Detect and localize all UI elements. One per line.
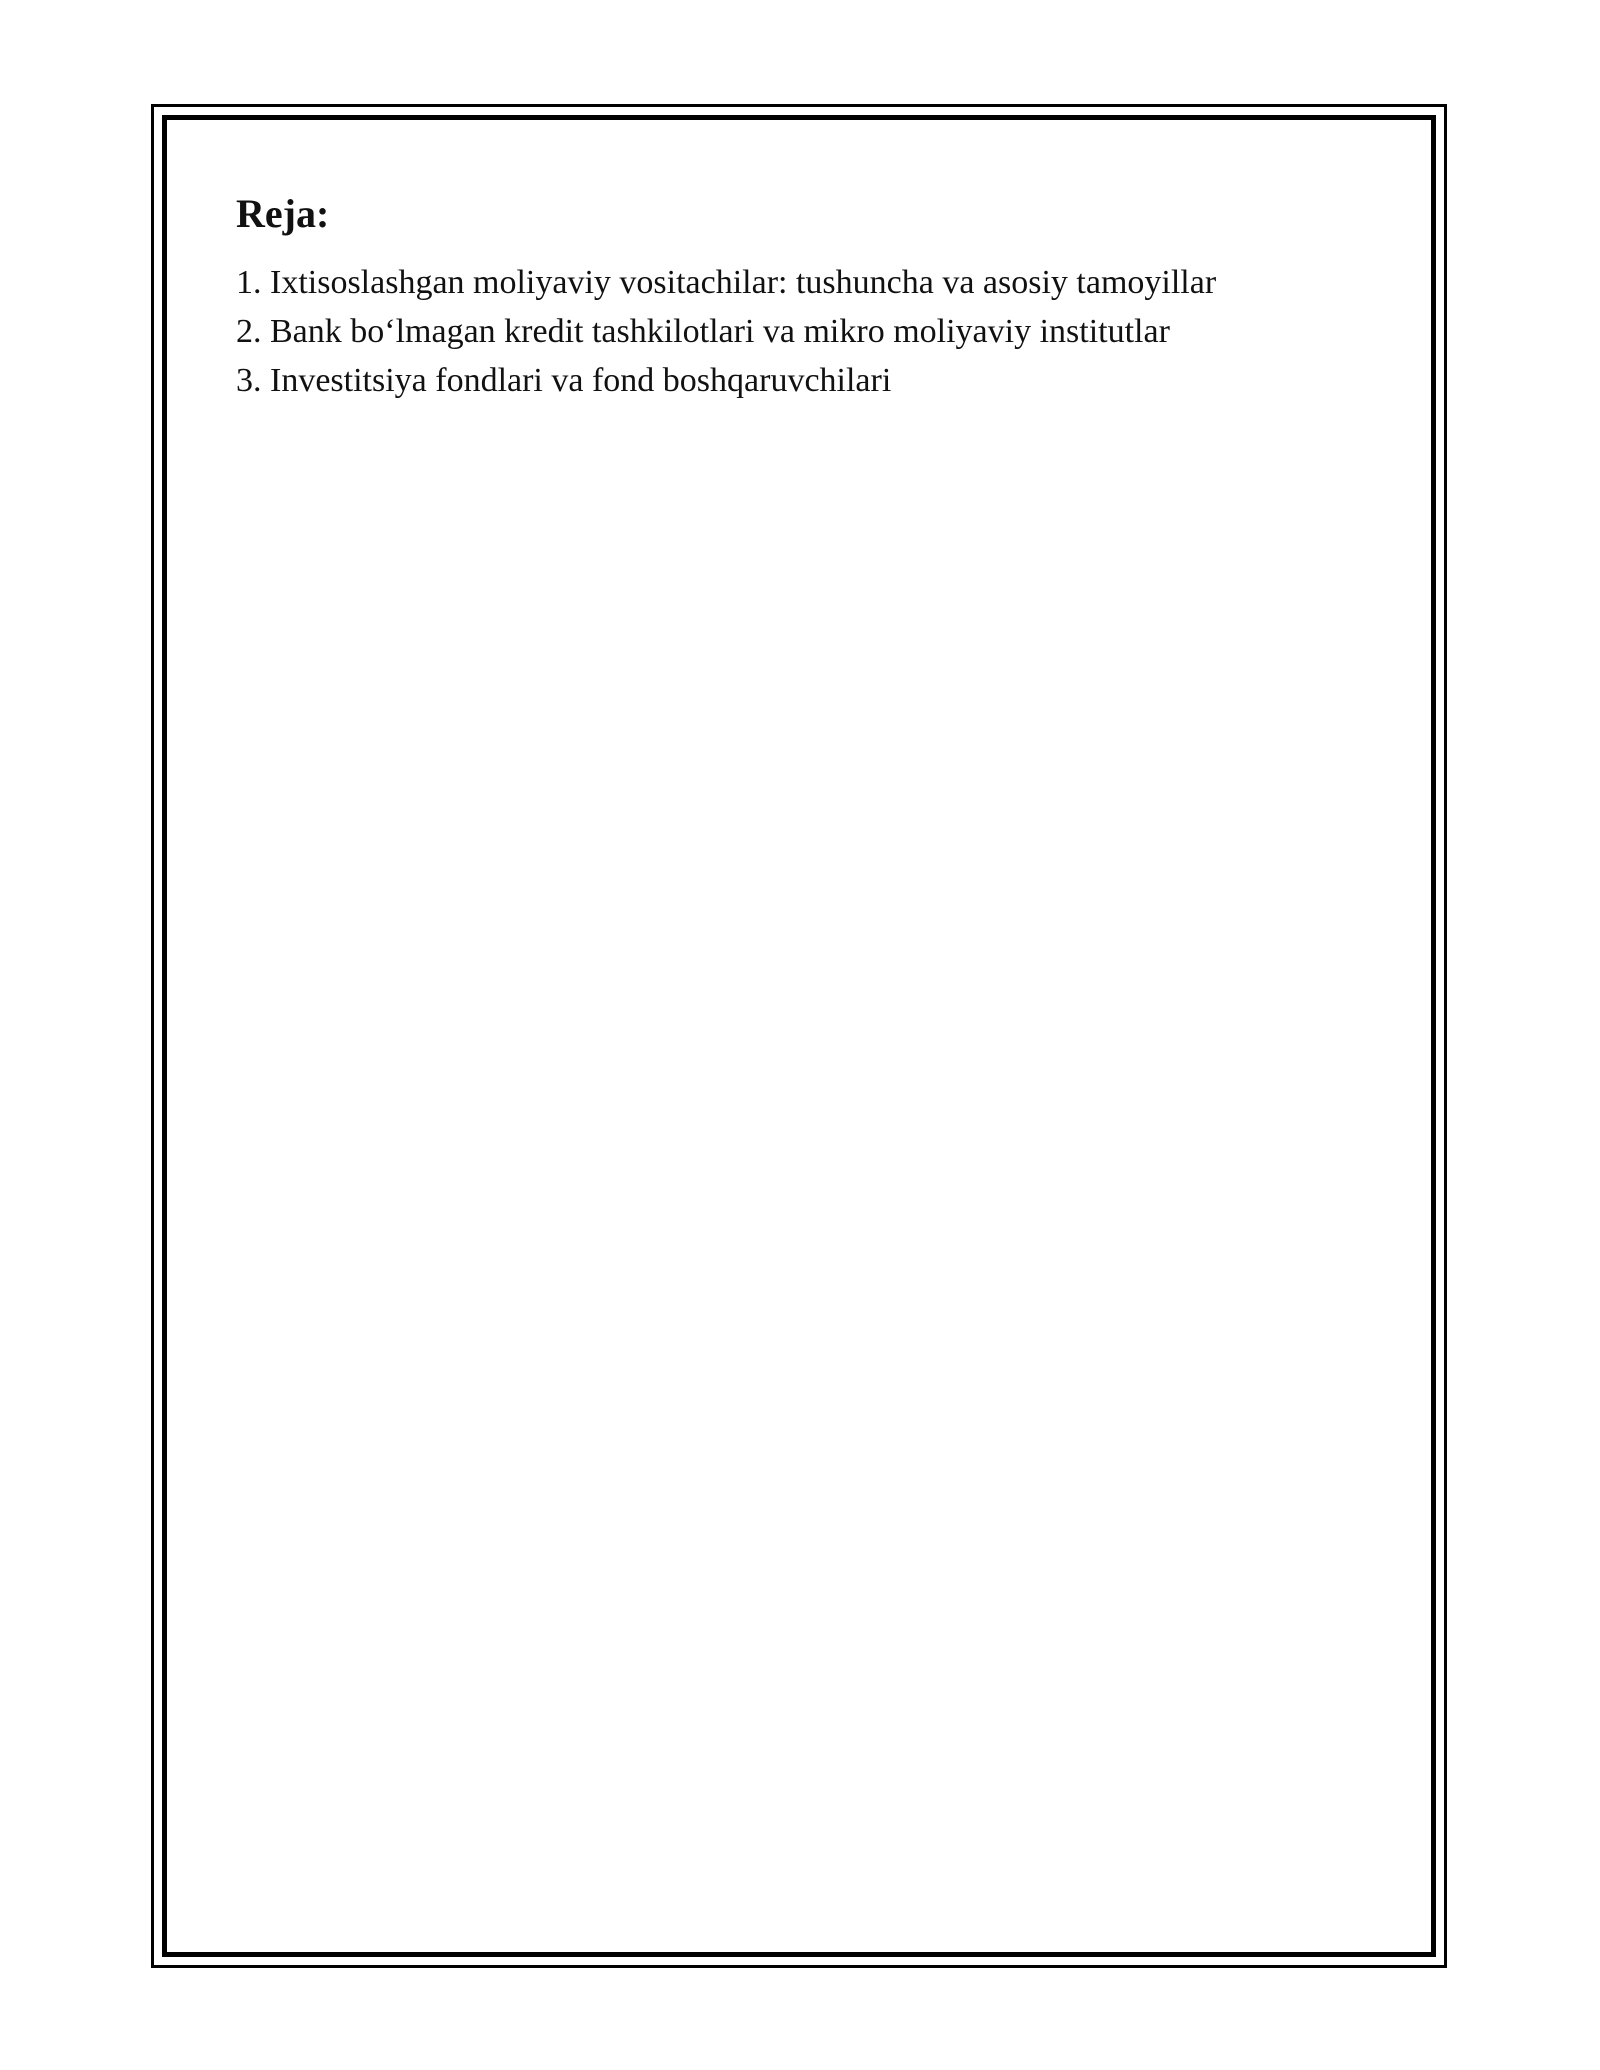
plan-item-3: 3. Investitsiya fondlari va fond boshqaruvchilari — [236, 362, 892, 399]
plan-item-1: 1. Ixtisoslashgan moliyaviy vositachilar: tushuncha va asosiy tamoyillar — [236, 264, 1217, 301]
plan-list — [236, 258, 1366, 405]
plan-heading: Reja: — [236, 191, 330, 236]
page-content — [236, 188, 1366, 405]
plan-item-2: 2. Bank bo‘lmagan kredit tashkilotlari va mikro moliyaviy institutlar — [236, 313, 1170, 350]
